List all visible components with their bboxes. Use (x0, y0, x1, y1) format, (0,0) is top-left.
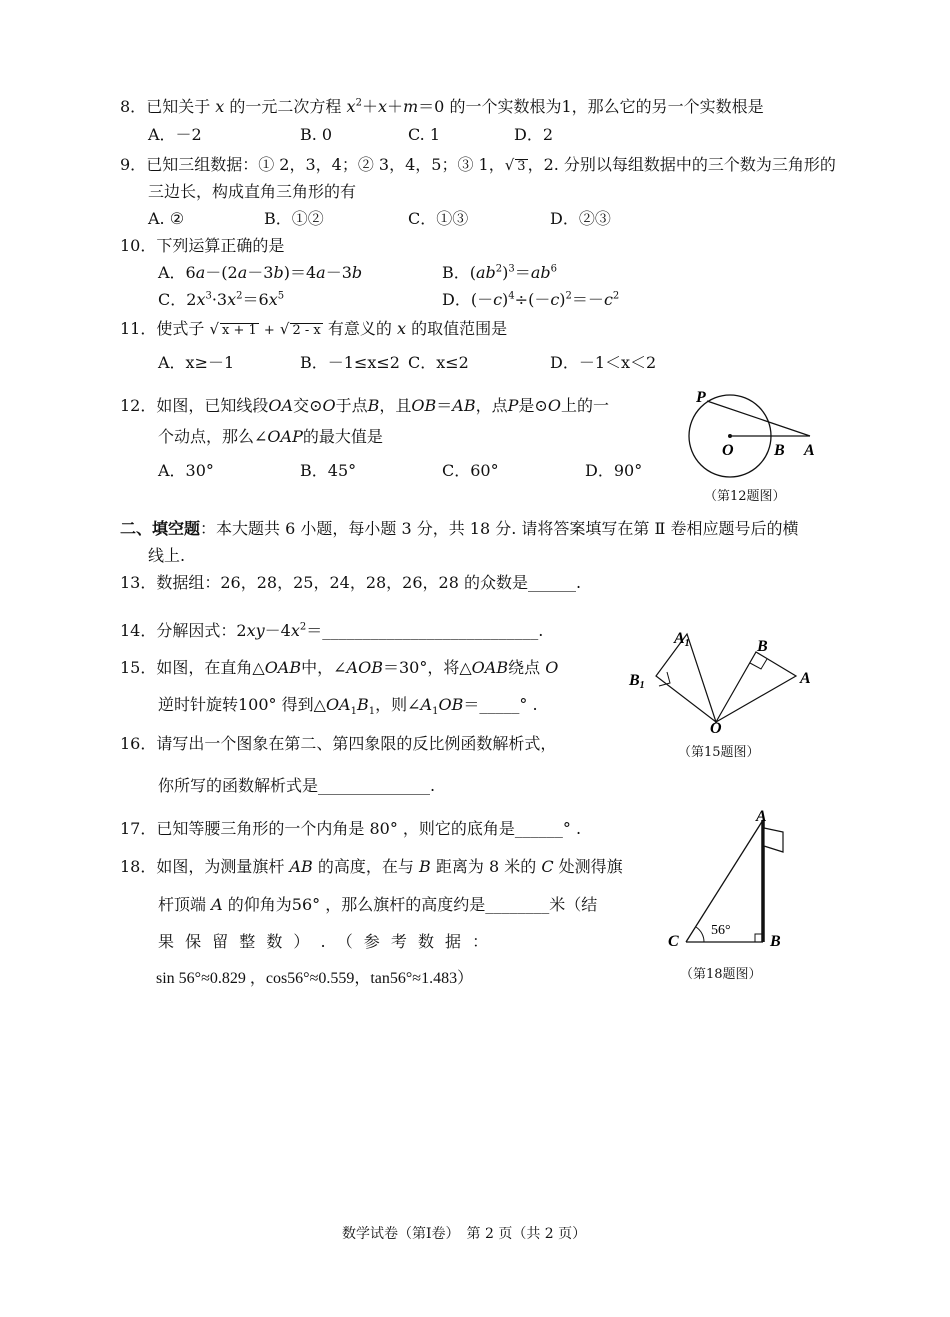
question-9-option-d: D．②③ (550, 209, 611, 228)
section-2-heading-line2: 线上. (148, 546, 186, 565)
triangle-oab (716, 652, 796, 722)
page-footer: 数学试卷（第Ⅰ卷） 第 2 页（共 2 页） (342, 1226, 587, 1242)
question-13: 13．数据组：26，28，25，24，28，26，28 的众数是______. (120, 573, 582, 592)
question-12-stem: 12．如图，已知线段OA交⊙O于点B，且OB＝AB，点P是⊙O上的一 (120, 396, 609, 415)
question-16-stem: 16．请写出一个图象在第二、第四象限的反比例函数解析式， (120, 734, 557, 753)
question-14: 14．分解因式：$2xy-4x^2=\_\_\_\_\_\_\_\_\_\_\_\_\_\_\_\_\_\_\_\_\_\_\_\_\_\_\_$. (120, 621, 544, 640)
question-9-stem-line2: 三边长，构成直角三角形的有 (148, 182, 357, 201)
label-a1: A1 (674, 630, 690, 649)
question-8-stem: 8．已知关于 x 的一元二次方程 $x^2+x+m=0$ 的一个实数根为1，那么它的另一个实数根是 (120, 97, 764, 116)
figure-12-caption: （第12题图） (704, 489, 786, 504)
label-a: A (800, 670, 811, 687)
label-b: B (774, 442, 785, 459)
question-12-stem-line2: 个动点，那么∠OAP的最大值是 (158, 427, 383, 446)
question-11-option-b: B．－1≤x≤2 (300, 353, 400, 372)
figure-18-caption: （第18题图） (680, 967, 762, 982)
question-11-option-c: C．x≤2 (408, 353, 469, 372)
question-10-option-c: C．$2x^3\cdot 3x^2=6x^5$ (158, 290, 285, 309)
sqrt-three: 3 (517, 159, 526, 174)
question-8-option-b: B. 0 (300, 125, 333, 144)
label-b: B (757, 638, 768, 655)
question-12-option-c: C．60° (442, 461, 499, 480)
label-a: A (756, 808, 767, 825)
question-15-stem-line2: 逆时针旋转100° 得到$\triangle OA_1B_1$，则$\angle A_1OB=\_\_\_\_\_^\circ$ . (158, 695, 538, 718)
label-o: O (722, 442, 734, 459)
question-10-option-a: A．6a－(2a－3b)＝4a－3b (158, 263, 363, 282)
question-8-option-a: A．－2 (148, 125, 202, 144)
label-o: O (710, 720, 722, 737)
label-c: C (668, 933, 679, 950)
question-11-option-a: A．x≥－1 (158, 353, 235, 372)
angle-arc-c (696, 927, 704, 942)
label-b1: B1 (629, 672, 645, 691)
question-18-stem: 18．如图，为测量旗杆 AB 的高度，在与 B 距离为 8 米的 C 处测得旗 (120, 857, 623, 876)
angle-label-56: 56° (711, 923, 731, 938)
question-12-option-a: A．30° (158, 461, 214, 480)
question-18-stem-line4: sin 56°≈0.829 ，cos56°≈0.559，tan56°≈1.483） (156, 970, 474, 987)
question-12-option-b: B．45° (300, 461, 357, 480)
figure-15-rotation-diagram (624, 626, 824, 738)
question-17: 17．已知等腰三角形的一个内角是 80° ，则它的底角是______° . (120, 819, 582, 838)
question-10-option-b: B．$(ab^2)^3=ab^6$ (442, 263, 557, 282)
center-point-o (728, 434, 732, 438)
question-9-option-c: C．①③ (408, 209, 469, 228)
flag (764, 828, 783, 852)
question-9-stem: 9．已知三组数据：① 2，3，4；② 3，4，5；③ 1，√ 3 ，2. 分别以每组数据中的三个数为三角形的 (120, 155, 836, 174)
label-a: A (804, 442, 815, 459)
question-8-option-d: D．2 (514, 125, 554, 144)
question-12-option-d: D．90° (585, 461, 643, 480)
section-2-heading: 二、填空题：本大题共 6 小题，每小题 3 分，共 18 分. 请将答案填写在第 Ⅱ 卷相应题号后的横 (120, 519, 799, 538)
question-8-option-c: C. 1 (408, 125, 441, 144)
label-p: P (696, 389, 706, 406)
figure-15-caption: （第15题图） (678, 745, 760, 760)
question-18-stem-line2: 杆顶端 A 的仰角为56° ，那么旗杆的高度约是________米（结 (158, 895, 598, 914)
figure-18-flagpole-diagram (660, 806, 800, 950)
question-11-stem: 11．使式子 √ x + 1 + √ 2 - x 有意义的 x 的取值范围是 (120, 319, 508, 338)
figure-12-circle-diagram (680, 385, 830, 485)
question-9-option-b: B．①② (264, 209, 324, 228)
question-15-stem: 15．如图，在直角△OAB中，∠AOB＝30°，将△OAB绕点 O (120, 658, 559, 677)
sqrt-expression-1: x + 1 (222, 323, 257, 338)
question-10-stem: 10．下列运算正确的是 (120, 236, 285, 255)
question-9-option-a: A. ② (148, 209, 185, 228)
question-18-stem-line3: 果 保 留 整 数 ） . （ 参 考 数 据 ： (158, 932, 489, 951)
sqrt-expression-2: 2 - x (292, 323, 321, 338)
question-11-option-d: D．－1＜x＜2 (550, 353, 657, 372)
label-b: B (770, 933, 781, 950)
question-10-option-d: D．$(-c)^4\div(-c)^2=-c^2$ (442, 290, 620, 309)
question-16-stem-line2: 你所写的函数解析式是______________. (158, 776, 436, 795)
right-angle-mark-b (750, 659, 767, 669)
